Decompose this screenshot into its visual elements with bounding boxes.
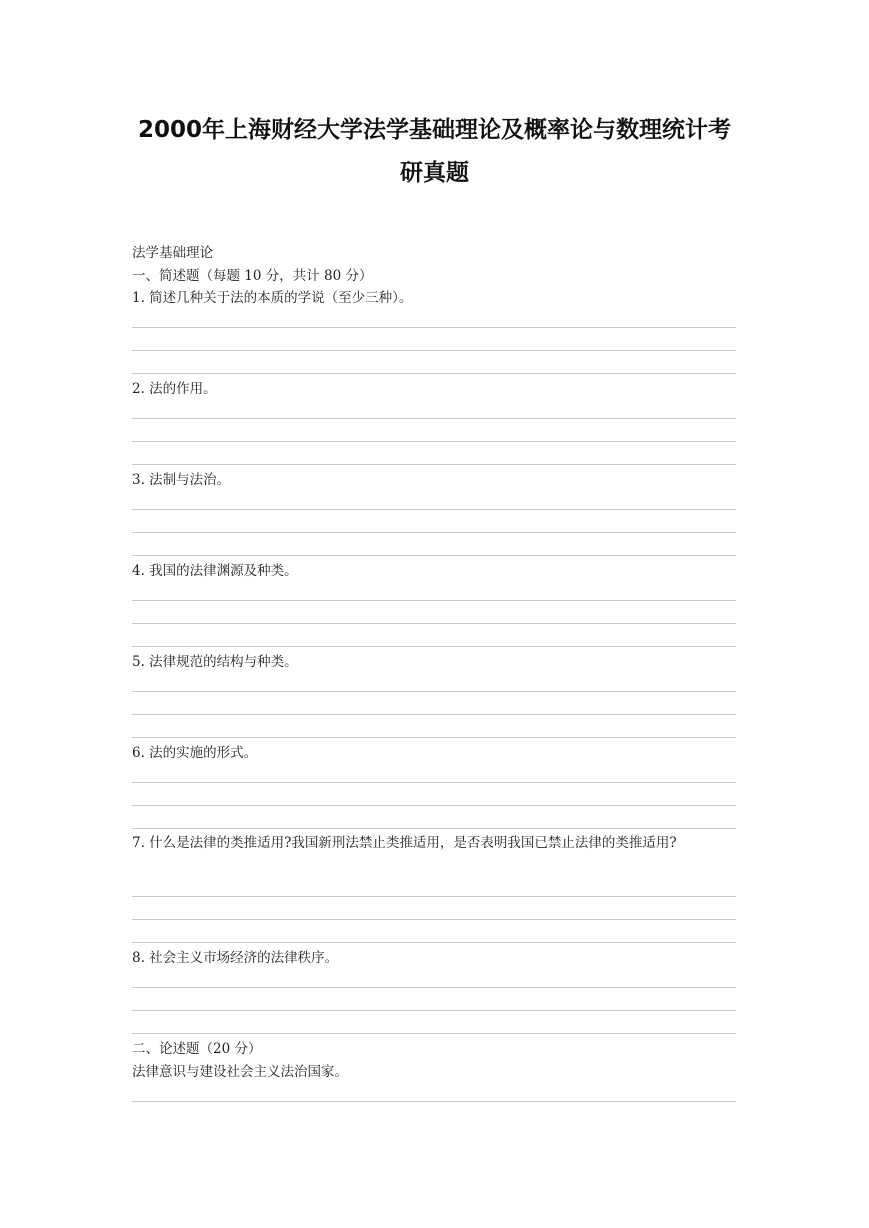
answer-line: [132, 1010, 736, 1011]
answer-line: [132, 1033, 736, 1034]
answer-line: [132, 418, 736, 419]
answer-line: [132, 600, 736, 601]
question-8: 8. 社会主义市场经济的法律秩序。: [132, 950, 339, 966]
answer-line: [132, 1101, 736, 1102]
answer-line: [132, 373, 736, 374]
answer-line: [132, 532, 736, 533]
answer-line: [132, 441, 736, 442]
question-7: 7. 什么是法律的类推适用?我国新刑法禁止类推适用，是否表明我国已禁止法律的类推适用?: [132, 835, 677, 851]
question-3: 3. 法制与法治。: [132, 472, 231, 488]
answer-line: [132, 327, 736, 328]
question-4: 4. 我国的法律渊源及种类。: [132, 563, 298, 579]
document-title-line-1: 2000年上海财经大学法学基础理论及概率论与数理统计考: [137, 117, 731, 143]
answer-line: [132, 987, 736, 988]
subject-heading: 法学基础理论: [132, 245, 213, 261]
answer-line: [132, 782, 736, 783]
document-title-line-2: 研真题: [400, 160, 469, 186]
answer-line: [132, 509, 736, 510]
answer-line: [132, 691, 736, 692]
question-5: 5. 法律规范的结构与种类。: [132, 654, 298, 670]
section-1-heading: 一、简述题（每题 10 分，共计 80 分）: [132, 268, 373, 284]
answer-line: [132, 555, 736, 556]
answer-line: [132, 464, 736, 465]
answer-line: [132, 737, 736, 738]
question-6: 6. 法的实施的形式。: [132, 745, 258, 761]
answer-line: [132, 919, 736, 920]
question-2: 2. 法的作用。: [132, 381, 217, 397]
answer-line: [132, 623, 736, 624]
question-1: 1. 简述几种关于法的本质的学说（至少三种）。: [132, 290, 413, 306]
section-2-heading: 二、论述题（20 分）: [132, 1041, 262, 1057]
answer-line: [132, 350, 736, 351]
answer-line: [132, 646, 736, 647]
essay-prompt: 法律意识与建设社会主义法治国家。: [132, 1064, 348, 1080]
answer-line: [132, 828, 736, 829]
answer-line: [132, 896, 736, 897]
answer-line: [132, 714, 736, 715]
answer-line: [132, 942, 736, 943]
answer-line: [132, 805, 736, 806]
